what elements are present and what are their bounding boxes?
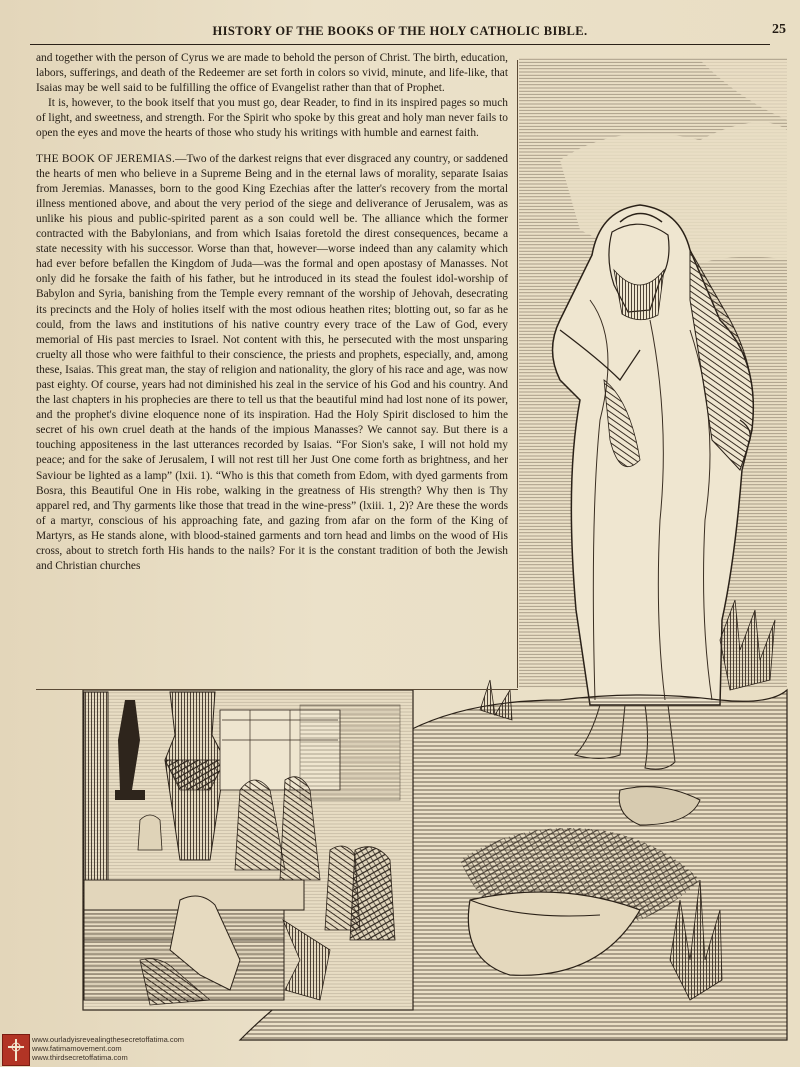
watermark-url-3[interactable]: www.thirdsecretoffatima.com xyxy=(32,1053,128,1062)
watermark-urls xyxy=(32,1035,184,1062)
watermark-url-2[interactable]: www.fatimamovement.com xyxy=(32,1044,122,1053)
running-header xyxy=(0,24,800,42)
section-title: THE BOOK OF JEREMIAS. xyxy=(36,152,176,165)
paragraph-isaias-closing: and together with the person of Cyrus we are made to behold the person of Christ. The birth, education, labors, sufferings, and death of the Redeemer are set forth in colors so vivid, minute, and life-like, that Isaias may be well said to be fulfilling the office of Evangelist rather than that of Prophet. xyxy=(36,52,508,95)
paragraph-reader-address: It is, however, to the book itself that you must go, dear Reader, to find in its inspired pages so much of light, and sweetness, and strength. For the Spirit who spoke by this great and holy man never fails to open the eyes and move the hearts of those who study his writings with humble and earnest faith. xyxy=(36,97,508,140)
website-watermark xyxy=(2,1034,202,1064)
inset-temple-scene xyxy=(83,690,413,1010)
paragraph-book-of-jeremias xyxy=(36,152,508,575)
header-rule xyxy=(30,44,770,45)
page-number: 25 xyxy=(772,22,786,37)
column-border-right xyxy=(517,60,518,688)
running-title: HISTORY OF THE BOOKS OF THE HOLY CATHOLIC BIBLE. xyxy=(212,24,588,38)
main-text-column xyxy=(36,51,508,574)
column-border-bottom xyxy=(36,689,518,690)
watermark-url-1[interactable]: www.ourladyisrevealingthesecretoffatima.com xyxy=(32,1035,185,1044)
seal-logo-icon xyxy=(2,1034,30,1066)
section-body: —Two of the darkest reigns that ever disgraced any country, or saddened the hearts of men who believe in a Supreme Being and in the eternal laws of morality, separate Isaias from Jeremias. Manasses, born to the good King Ezechias after the latter's recovery from the mortal illness mentioned above, and about the very period of the siege and deliverance of Jerusalem, was as unlike his pious and public-spirited parent as a son could well be. The alliance which the former contracted with the Babylonians, and from which Isaias foretold the direst consequences, became a state necessity with his successor. Worse than that, however—worse indeed than any calamity which had ever before befallen the Kingdom of Juda—was the formal and open apostasy of Manasses. Not only did he forsake the faith of his father, but he introduced in its stead the foulest idol-worship of Babylon and Syria, banishing from the Temple every remnant of the worship of Jehovah, desecrating its precincts and the Holy of holies itself with the most odious heathen rites; blotting out, so far as he could, from the laws and institutions of his native country every trace of the Law of God, every memorial of His past mercies to Israel. Not content with this, he persecuted with the most unsparing cruelty all those who were faithful to their conscience, the priests and prophets, especially, and, among these, Isaias. This great man, the stay of religion and nationality, the glory of his race and age, was now past eighty. Of course, years had not diminished his zeal in the service of his God and his country. And the last chapters in his prophecies are there to tell us that the beautiful mind had lost none of its power, and the prophet's divine eloquence none of its inspiration. Had the Holy Spirit disclosed to him the secret of his own cruel death at the hands of the impious Manasses? We cannot say. But there is a touching appositeness in the last utterances recorded by Isaias. “For Sion's sake, I will not hold my peace; and for the sake of Jerusalem, I will not rest till her Just One come forth as brightness, and her Saviour be lighted as a lamp” (lxii. 1). “Who is this that cometh from Edom, with dyed garments from Bosra, this Beautiful One in His robe, walking in the greatness of His strength? Why then is Thy apparel red, and Thy garments like those that tread in the wine-press” (lxiii. 1, 2)? Are these the words of a martyr, conscious of his approaching fate, and gazing from afar on the form of the King of Martyrs, as He stands alone, with blood-stained garments and torn head and limbs on the wood of His cross, about to stretch forth His hands to the nails? For it is the constant tradition of both the Jewish and Christian churches xyxy=(36,152,508,573)
